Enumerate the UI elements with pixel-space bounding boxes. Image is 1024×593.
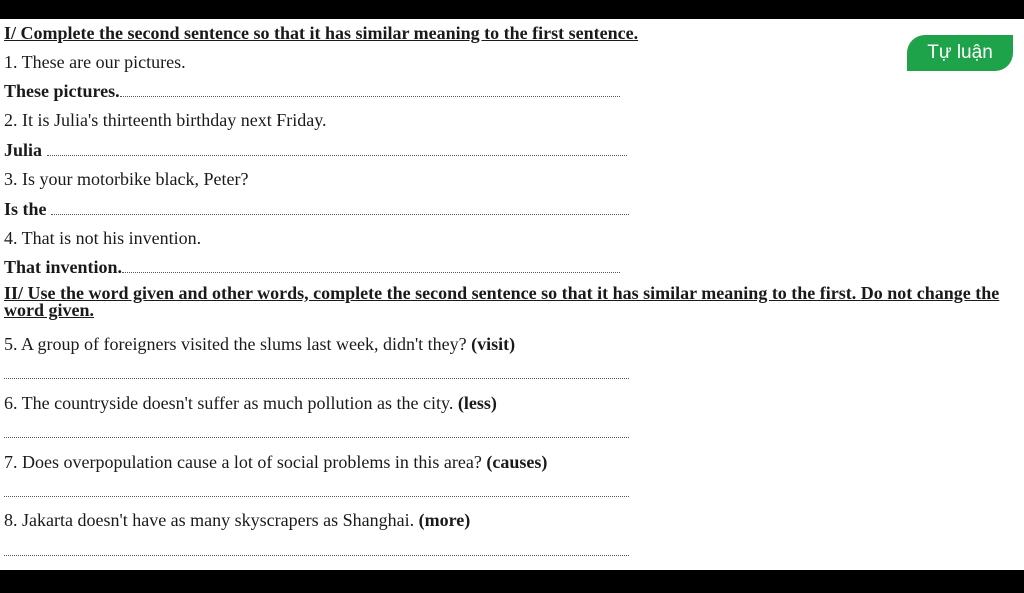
section-2-heading: II/ Use the word given and other words, complete the second sentence so that it has similar meaning to the first. Do not change the word given. <box>4 283 1000 320</box>
answer-2-start: Julia <box>4 140 43 160</box>
answer-line-3[interactable] <box>4 198 629 220</box>
question-6-text: 6. The countryside doesn't suffer as much pollution as the city. <box>4 393 454 413</box>
question-7-text: 7. Does overpopulation cause a lot of social problems in this area? <box>4 452 482 472</box>
answer-line-8[interactable] <box>4 539 629 561</box>
answer-5-blank[interactable] <box>4 364 629 379</box>
answer-4-start: That invention. <box>4 257 123 277</box>
question-5-text: 5. A group of foreigners visited the slums last week, didn't they? <box>4 334 467 354</box>
answer-2-blank[interactable] <box>47 141 627 156</box>
question-5 <box>4 333 515 355</box>
worksheet <box>0 19 1024 570</box>
answer-line-7[interactable] <box>4 480 629 502</box>
question-7-keyword: (causes) <box>486 452 548 472</box>
tu-luan-badge[interactable]: Tự luận <box>907 35 1013 71</box>
answer-3-start: Is the <box>4 199 47 219</box>
answer-7-blank[interactable] <box>4 482 629 497</box>
question-8 <box>4 509 470 531</box>
question-4: 4. That is not his invention. <box>4 228 202 248</box>
answer-1-blank[interactable] <box>120 82 620 97</box>
answer-line-4[interactable] <box>4 256 620 278</box>
question-6-keyword: (less) <box>457 393 497 413</box>
question-2: 2. It is Julia's thirteenth birthday next Friday. <box>4 110 327 130</box>
answer-1-start: These pictures. <box>4 81 120 101</box>
answer-line-6[interactable] <box>4 421 629 443</box>
answer-4-blank[interactable] <box>122 258 620 273</box>
answer-8-blank[interactable] <box>4 541 629 556</box>
section-1-heading: I/ Complete the second sentence so that it has similar meaning to the first sentence. <box>4 23 639 43</box>
answer-line-1[interactable] <box>4 80 620 102</box>
question-8-keyword: (more) <box>418 510 471 530</box>
question-6 <box>4 392 497 414</box>
question-7 <box>4 451 547 473</box>
question-1: 1. These are our pictures. <box>4 52 186 72</box>
question-3: 3. Is your motorbike black, Peter? <box>4 169 249 189</box>
question-5-keyword: (visit) <box>471 334 516 354</box>
answer-line-2[interactable] <box>4 139 627 161</box>
answer-3-blank[interactable] <box>51 200 629 215</box>
answer-6-blank[interactable] <box>4 423 629 438</box>
answer-line-5[interactable] <box>4 362 629 384</box>
question-8-text: 8. Jakarta doesn't have as many skyscrapers as Shanghai. <box>4 510 415 530</box>
